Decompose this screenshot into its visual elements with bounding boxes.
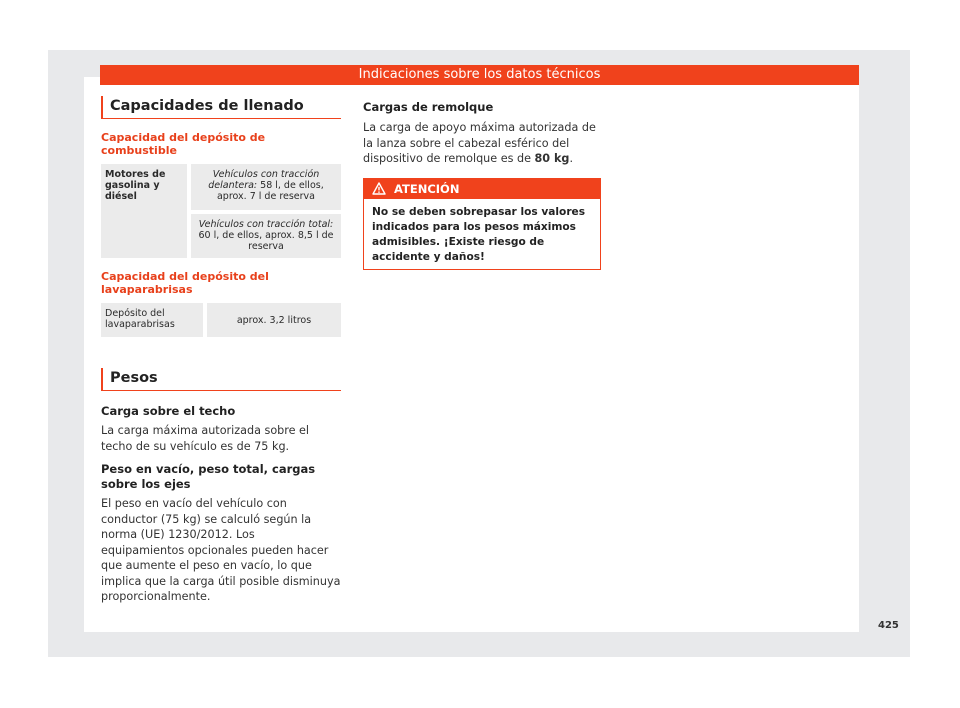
fuel-label: Motores de gasolina y diésel [101,164,187,258]
section-pesos [101,368,341,391]
roof-text: La carga máxima autorizada sobre el techo de su vehículo es de 75 kg. [101,424,310,453]
page-number: 425 [878,620,899,631]
fuel-front-cell [187,164,341,210]
fuel-subtitle: Capacidad del depósito de combustible [101,131,266,157]
fuel-front-value: 58 l, de ellos, aprox. 7 l de reserva [216,180,324,202]
washer-value: aprox. 3,2 litros [203,303,341,337]
fuel-table [101,164,341,258]
page-header [100,65,859,85]
warning-header [364,179,600,199]
section-title-pesos: Pesos [110,370,158,386]
warning-text: No se deben sobrepasar los valores indicados para los pesos máximos admisibles. ¡Existe riesgo de accidente y daños! [372,205,586,263]
section-title-capacidades: Capacidades de llenado [110,98,304,114]
trailer-text [363,120,601,167]
right-column [363,96,601,270]
section-capacidades [101,96,341,119]
washer-subtitle: Capacidad del depósito del lavaparabrisas [101,270,269,296]
fuel-total-value: 60 l, de ellos, aprox. 8,5 l de reserva [198,230,334,252]
left-column [101,96,341,605]
trailer-heading: Cargas de remolque [363,100,494,114]
roof-heading: Carga sobre el techo [101,404,236,418]
washer-table [101,303,341,337]
header-title: Indicaciones sobre los datos técnicos [358,67,601,82]
fuel-total-cell [187,210,341,258]
warning-box [363,178,601,270]
washer-label: Depósito del lavaparabrisas [101,303,203,337]
warning-title: ATENCIÓN [394,181,460,196]
weight-text: El peso en vacío del vehículo con conductor (75 kg) se calculó según la norma (UE) 1230/2012. Los equipamientos opcionales pueden hacer que aumente el peso en vacío, lo que implica que la carga útil posible disminuya proporcionalmente. [101,497,341,603]
trailer-text-end: . [569,152,573,165]
fuel-front-lead: Vehículos con tracción delantera: [208,169,320,191]
fuel-total-lead: Vehículos con tracción total: [198,219,334,230]
weight-heading: Peso en vacío, peso total, cargas sobre los ejes [101,462,316,491]
warning-triangle-icon [372,182,386,195]
trailer-text-value: 80 kg [534,152,570,165]
trailer-text-lead: La carga de apoyo máxima autorizada de la lanza sobre el cabezal esférico del dispositivo de remolque es de [363,121,596,165]
